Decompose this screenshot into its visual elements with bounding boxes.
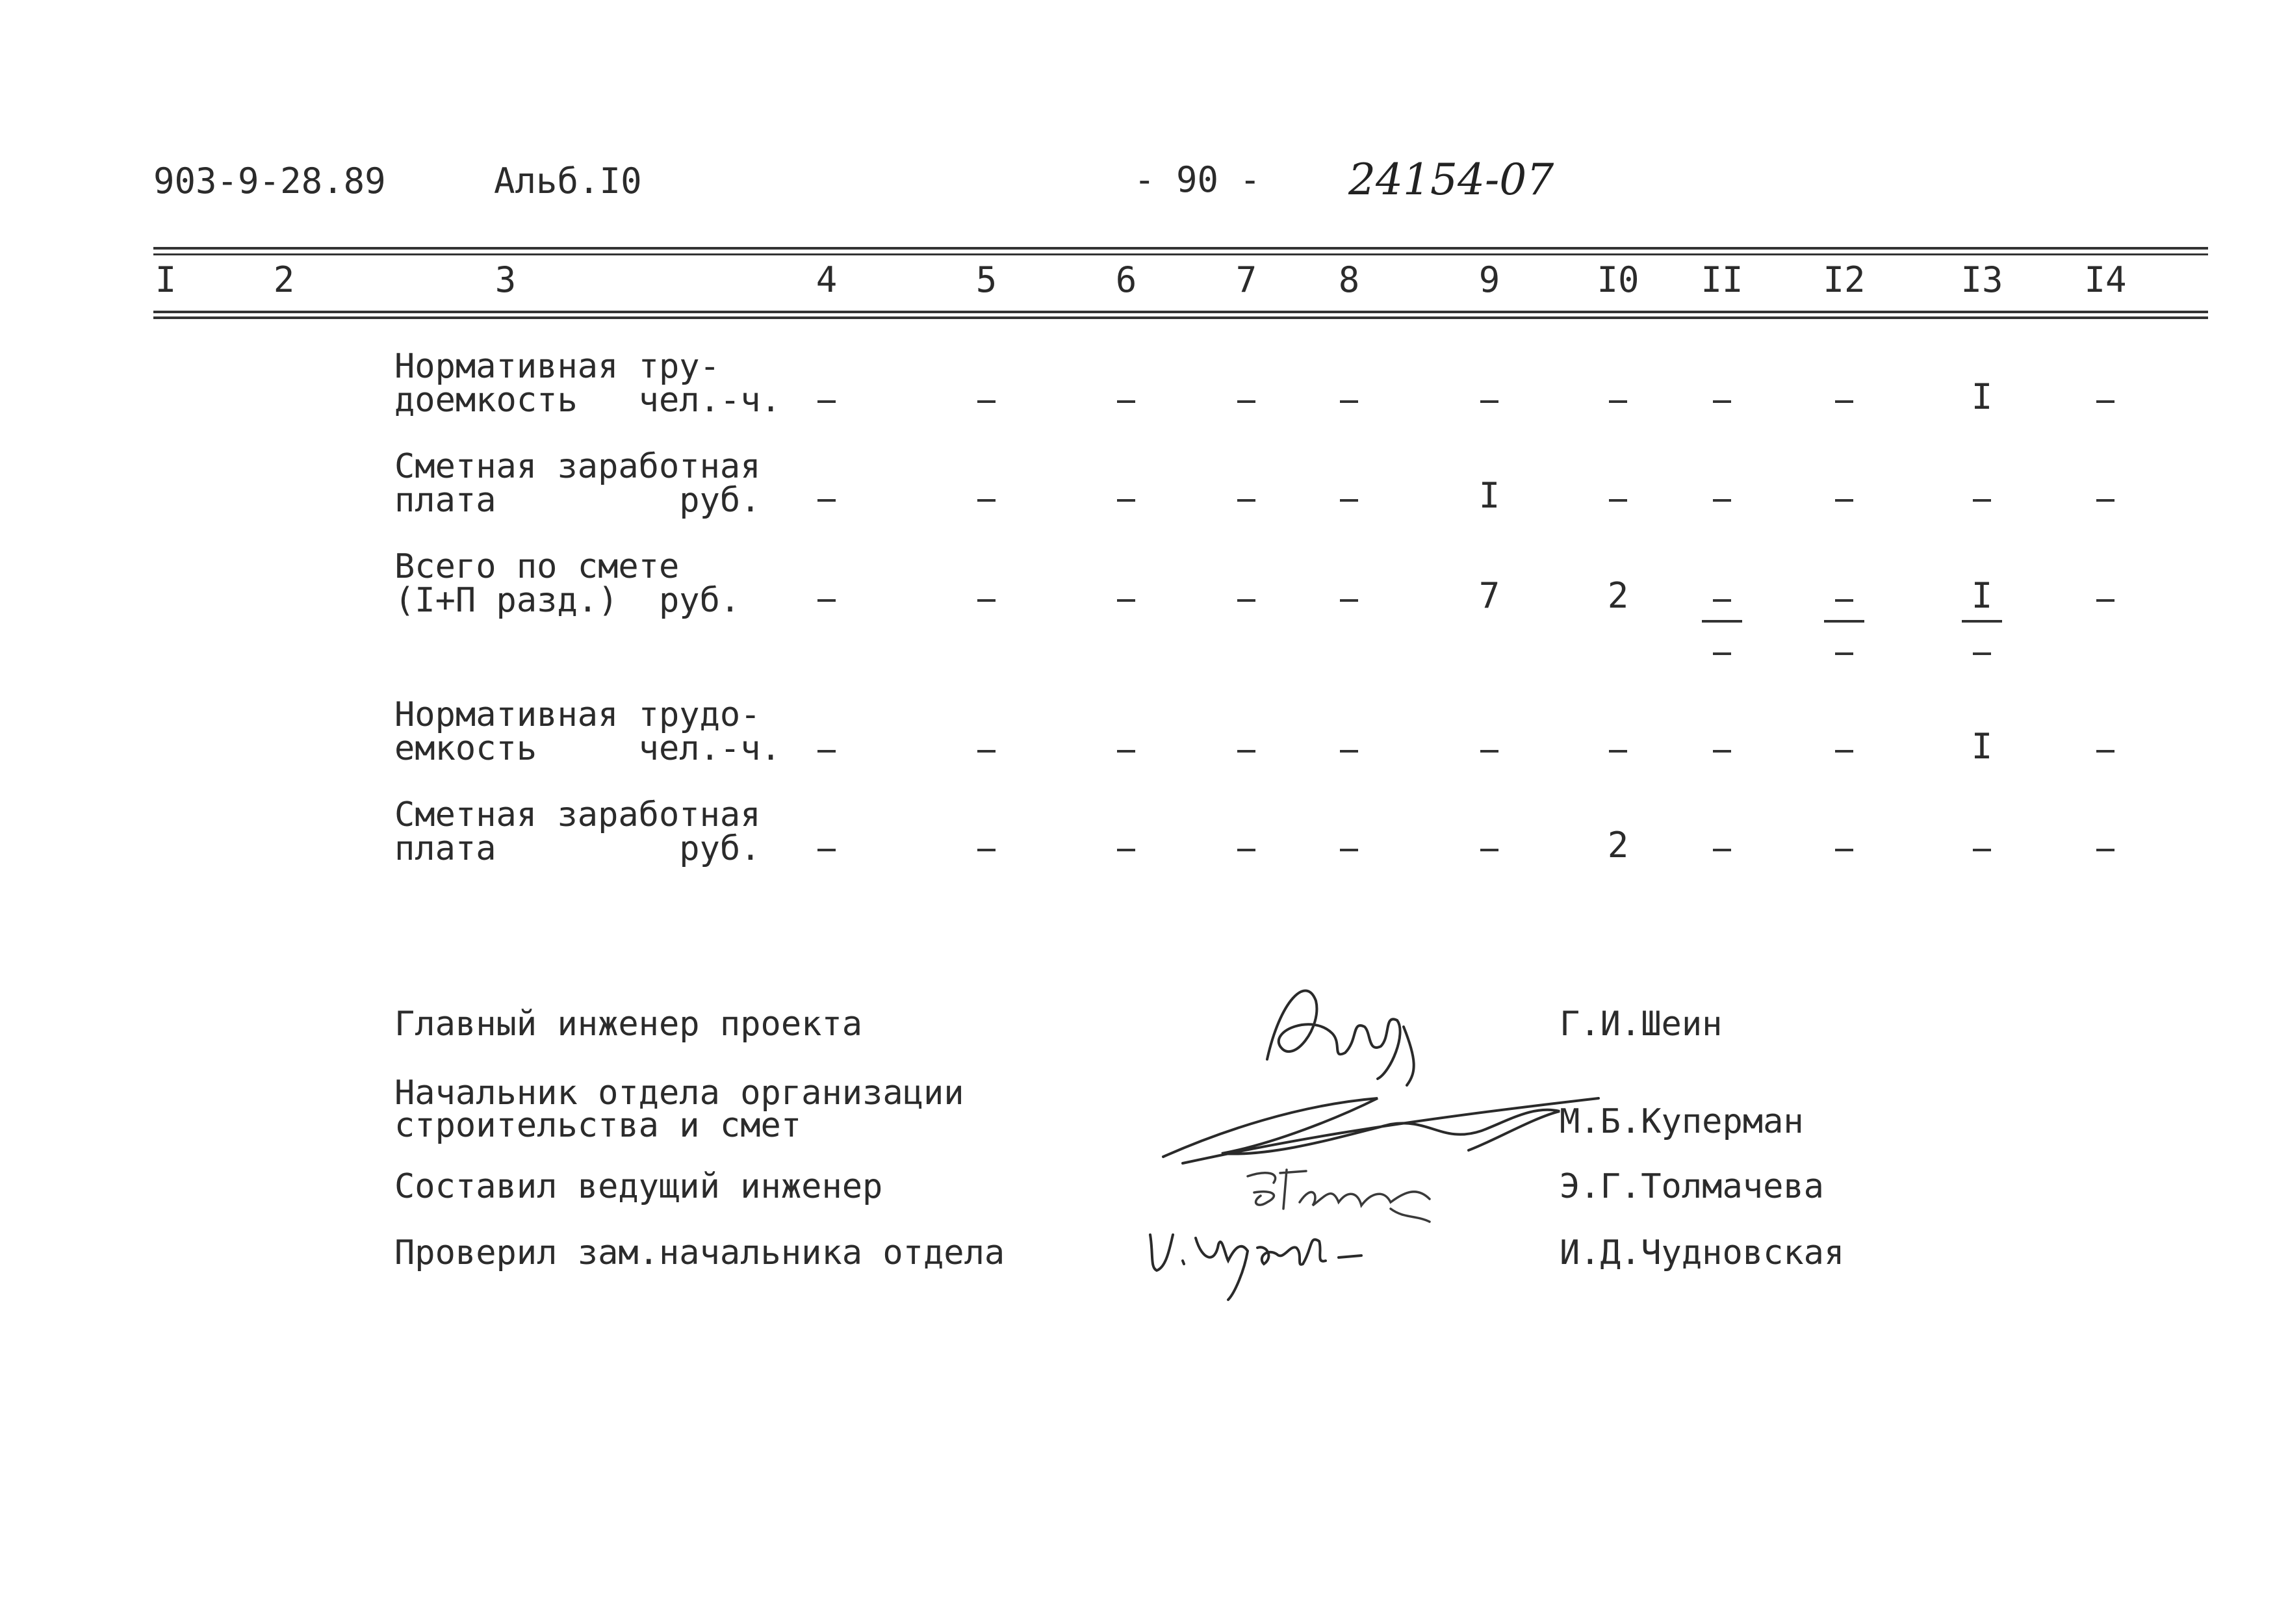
value-dash — [1835, 499, 1853, 502]
value-sub-dash — [1835, 652, 1853, 655]
value-dash — [1973, 849, 1991, 851]
signatory-name: И.Д.Чудновская — [1560, 1233, 1845, 1272]
value-underline — [1824, 620, 1864, 623]
value-dash — [1480, 400, 1498, 403]
value-cell: 2 — [1607, 825, 1629, 866]
value-dash — [977, 400, 996, 403]
value-dash — [817, 400, 836, 403]
value-dash — [1835, 599, 1853, 602]
column-number: I3 — [1960, 259, 2003, 300]
column-number: 7 — [1235, 259, 1257, 300]
value-dash — [1609, 499, 1627, 502]
row-label-line: Нормативная трудо- — [394, 695, 761, 734]
value-dash — [817, 599, 836, 602]
value-dash — [1237, 499, 1255, 502]
row-label-line: Всего по смете — [394, 547, 680, 586]
signatory-position: строительства и смет — [394, 1106, 802, 1145]
value-dash — [1713, 849, 1731, 851]
column-number: I4 — [2084, 259, 2127, 300]
value-dash — [1713, 499, 1731, 502]
column-number: 5 — [975, 259, 997, 300]
column-number: 9 — [1478, 259, 1500, 300]
value-cell: 2 — [1607, 575, 1629, 616]
column-number: 4 — [816, 259, 838, 300]
value-dash — [977, 599, 996, 602]
value-dash — [1609, 400, 1627, 403]
value-dash — [817, 499, 836, 502]
column-number: I2 — [1823, 259, 1866, 300]
handwritten-reference-number: 24154-07 — [1348, 155, 1554, 205]
value-cell: I — [1971, 575, 1993, 616]
value-dash — [1237, 750, 1255, 753]
value-dash — [1117, 849, 1135, 851]
value-dash — [1835, 849, 1853, 851]
value-dash — [1237, 849, 1255, 851]
value-cell: 7 — [1478, 575, 1500, 616]
value-dash — [1973, 499, 1991, 502]
value-dash — [2096, 599, 2114, 602]
column-number: 8 — [1338, 259, 1360, 300]
row-label-line: плата руб. — [394, 829, 761, 868]
value-dash — [1835, 400, 1853, 403]
value-dash — [1713, 400, 1731, 403]
signatory-position: Начальник отдела организации — [394, 1074, 964, 1113]
column-number: I0 — [1597, 259, 1639, 300]
value-dash — [1237, 400, 1255, 403]
value-dash — [1340, 400, 1358, 403]
value-underline — [1962, 620, 2002, 623]
signatory-position: Проверил зам.начальника отдела — [394, 1233, 1005, 1272]
value-dash — [1713, 599, 1731, 602]
value-dash — [1480, 849, 1498, 851]
row-label-line: Сметная заработная — [394, 795, 761, 834]
handwritten-signature-1 — [1254, 962, 1469, 1092]
value-dash — [1117, 400, 1135, 403]
signatory-position: Составил ведущий инженер — [394, 1167, 883, 1206]
row-label-line: емкость чел.-ч. — [394, 729, 781, 768]
signatory-name: Г.И.Шеин — [1560, 1005, 1723, 1044]
table-header-bottom-rule-1 — [153, 311, 2208, 313]
signatory-position: Главный инженер проекта — [394, 1005, 863, 1044]
value-dash — [1340, 849, 1358, 851]
value-dash — [977, 750, 996, 753]
value-sub-dash — [1713, 652, 1731, 655]
value-dash — [1340, 499, 1358, 502]
value-underline — [1702, 620, 1742, 623]
table-header-bottom-rule-2 — [153, 316, 2208, 319]
value-dash — [1117, 750, 1135, 753]
table-top-rule-2 — [153, 253, 2208, 255]
table-top-rule-1 — [153, 247, 2208, 250]
column-number: I — [155, 259, 177, 300]
value-cell: I — [1478, 475, 1500, 516]
value-dash — [2096, 750, 2114, 753]
column-number: 2 — [273, 259, 295, 300]
column-number: 6 — [1115, 259, 1137, 300]
signatory-name: Э.Г.Толмачева — [1560, 1167, 1824, 1206]
value-dash — [1835, 750, 1853, 753]
value-dash — [977, 499, 996, 502]
row-label-line: Нормативная тру- — [394, 347, 720, 386]
value-dash — [1117, 499, 1135, 502]
value-cell: I — [1971, 726, 1993, 767]
value-dash — [1713, 750, 1731, 753]
row-label-line: доемкость чел.-ч. — [394, 381, 781, 420]
document-code: 903-9-28.89 — [153, 161, 386, 201]
signatory-name: М.Б.Куперман — [1560, 1102, 1804, 1141]
value-dash — [817, 750, 836, 753]
value-dash — [817, 849, 836, 851]
value-dash — [1609, 750, 1627, 753]
value-dash — [1340, 750, 1358, 753]
column-number: II — [1701, 259, 1743, 300]
row-label-line: Сметная заработная — [394, 447, 761, 486]
value-dash — [1117, 599, 1135, 602]
value-dash — [2096, 400, 2114, 403]
album-number: Альб.I0 — [494, 161, 642, 201]
handwritten-signature-4 — [1137, 1209, 1410, 1306]
value-dash — [1480, 750, 1498, 753]
column-number: 3 — [495, 259, 517, 300]
value-sub-dash — [1973, 652, 1991, 655]
value-dash — [977, 849, 996, 851]
page-number: - 90 - — [1134, 159, 1261, 200]
value-dash — [2096, 849, 2114, 851]
value-dash — [1340, 599, 1358, 602]
row-label-line: (I+П разд.) руб. — [394, 581, 741, 620]
value-dash — [2096, 499, 2114, 502]
value-cell: I — [1971, 376, 1993, 417]
value-dash — [1237, 599, 1255, 602]
row-label-line: плата руб. — [394, 481, 761, 520]
